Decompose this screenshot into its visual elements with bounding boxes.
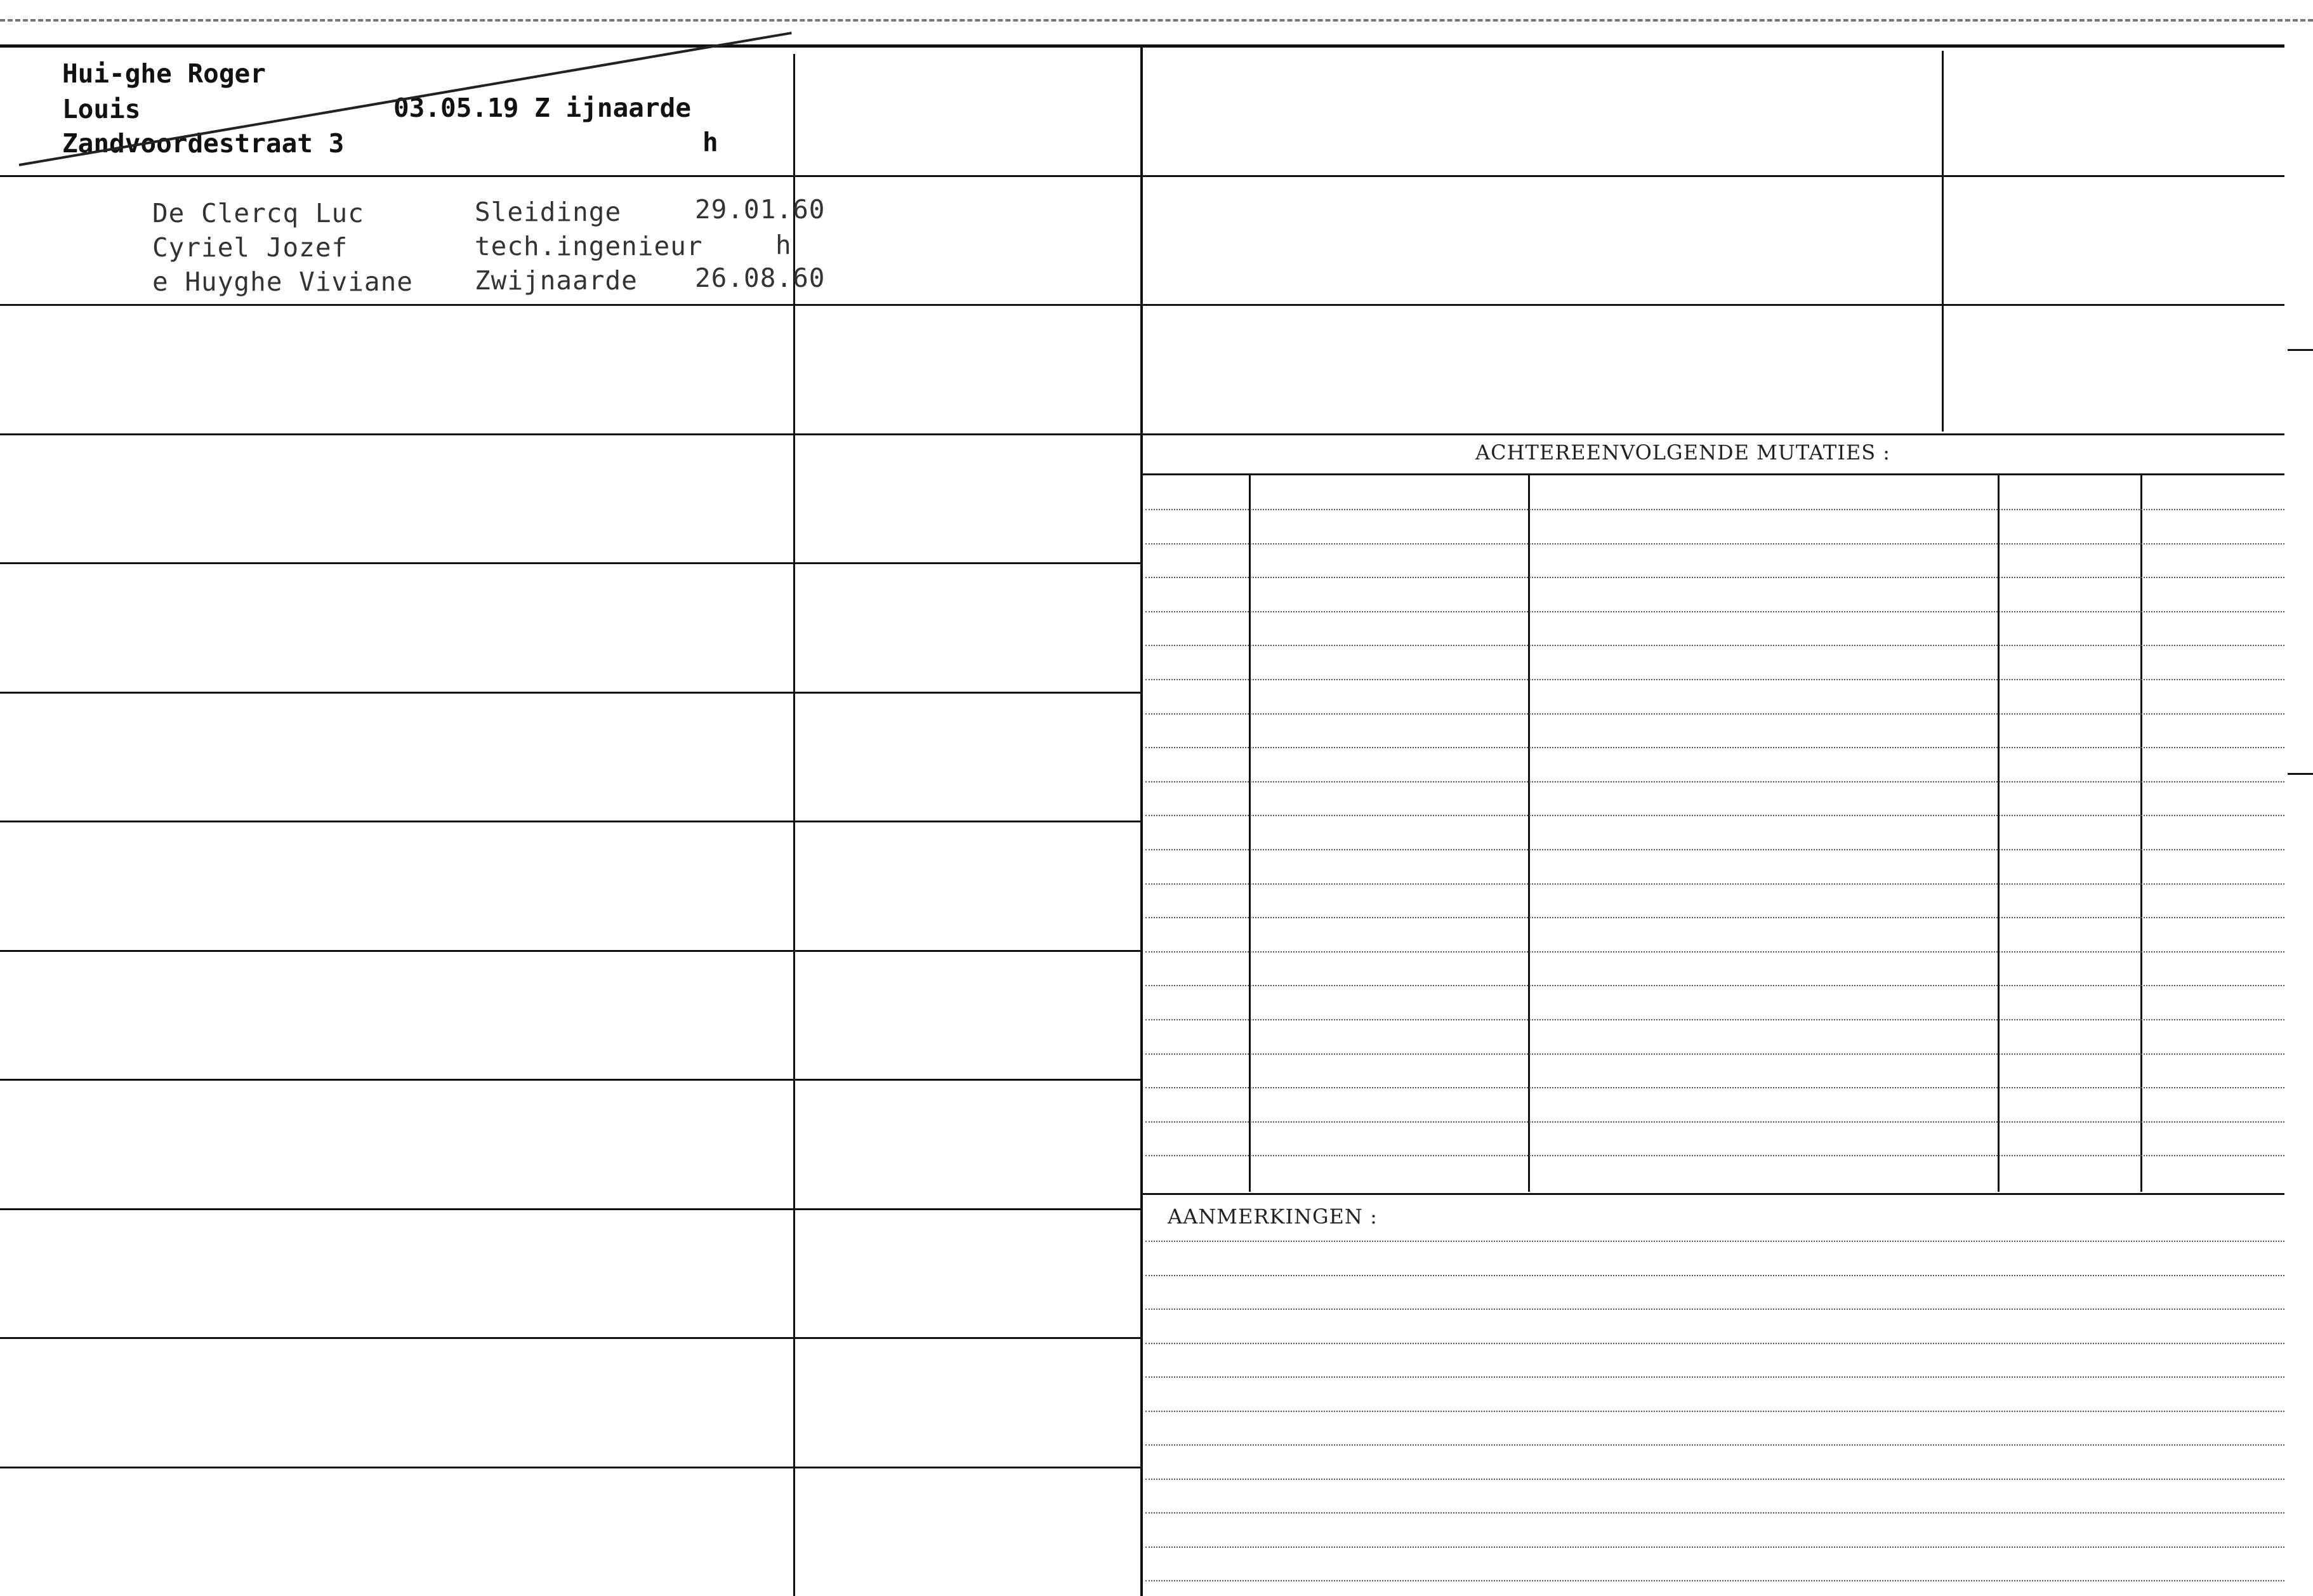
record-2-place-1: Sleidinge [475,197,622,227]
margin-tick-1 [2288,349,2313,351]
mutations-ruled-line [1145,645,2284,646]
record-1-mark: h [702,127,718,157]
mutations-ruled-line [1145,1155,2284,1156]
remarks-ruled-line [1145,1547,2284,1548]
remarks-ruled-line [1145,1376,2284,1378]
mutations-ruled-line [1145,1121,2284,1123]
remarks-ruled-line [1145,1444,2284,1446]
record-2-occupation: tech.ingenieur [475,231,703,261]
left-grid-row-line [0,562,1140,564]
record-2-name-2: Cyriel Jozef [152,232,348,263]
remarks-ruled-line [1145,1512,2284,1514]
mutations-top-rule [1142,473,2284,475]
mutations-ruled-line [1145,815,2284,816]
left-grid-row-line [0,950,1140,952]
mutations-col-1 [1249,475,1251,1192]
record-1-line-2: Louis [62,94,141,124]
left-grid-row-line [0,1208,1140,1210]
left-grid-row-line [0,175,1140,177]
right-top-divider [1942,51,1944,432]
left-grid-row-line [0,1467,1140,1468]
mutations-ruled-line [1145,883,2284,885]
record-1-line-3: Zandvoordestraat 3 [62,128,345,159]
mutations-ruled-line [1145,1087,2284,1088]
remarks-ruled-line [1145,1275,2284,1276]
left-grid-row-line [0,304,1140,306]
mutations-ruled-line [1145,1053,2284,1055]
record-2-date-2: 26.08.60 [695,263,826,293]
left-grid-row-line [0,821,1140,822]
mutations-heading: ACHTEREENVOLGENDE MUTATIES : [1475,440,1891,465]
record-1-line-1: Hui-ghe Roger [62,58,266,89]
remarks-ruled-line [1145,1580,2284,1581]
mutations-col-3 [1998,475,2000,1192]
mutations-ruled-line [1145,985,2284,986]
mutations-ruled-line [1145,747,2284,748]
left-grid-row-line [0,692,1140,694]
record-2-mark: h [775,230,792,260]
left-grid-row-line [0,433,1140,435]
mutations-col-2 [1528,475,1530,1192]
mutations-ruled-line [1145,781,2284,782]
right-row-line-3 [1142,433,2284,435]
mutations-ruled-line [1145,713,2284,715]
remarks-ruled-line [1145,1241,2284,1242]
mutations-ruled-line [1145,577,2284,578]
left-grid-row-line [0,1079,1140,1081]
top-edge-line [0,19,2313,22]
remarks-ruled-line [1145,1343,2284,1344]
right-panel-divider [1140,48,1143,1596]
mutations-ruled-line [1145,679,2284,680]
remarks-ruled-line [1145,1479,2284,1480]
record-1-date-place: 03.05.19 Z ijnaarde [393,93,691,123]
record-2-name-1: De Clercq Luc [152,198,364,228]
mutations-ruled-line [1145,509,2284,510]
remarks-heading: AANMERKINGEN : [1168,1204,1378,1229]
mutations-ruled-line [1145,951,2284,953]
margin-tick-2 [2288,773,2313,775]
mutations-ruled-line [1145,849,2284,850]
record-2-place-2: Zwijnaarde [475,265,638,296]
record-2-date-1: 29.01.60 [695,194,826,225]
mutations-bottom-rule [1142,1193,2284,1195]
left-grid-row-line [0,1337,1140,1339]
mutations-ruled-line [1145,543,2284,544]
record-2-name-3: e Huyghe Viviane [152,267,413,297]
mutations-ruled-line [1145,917,2284,918]
remarks-ruled-line [1145,1309,2284,1310]
mutations-ruled-line [1145,611,2284,612]
mutations-col-4 [2140,475,2142,1192]
right-row-line-1 [1142,175,2284,177]
mutations-ruled-line [1145,1019,2284,1020]
remarks-ruled-line [1145,1411,2284,1412]
right-row-line-2 [1142,304,2284,306]
